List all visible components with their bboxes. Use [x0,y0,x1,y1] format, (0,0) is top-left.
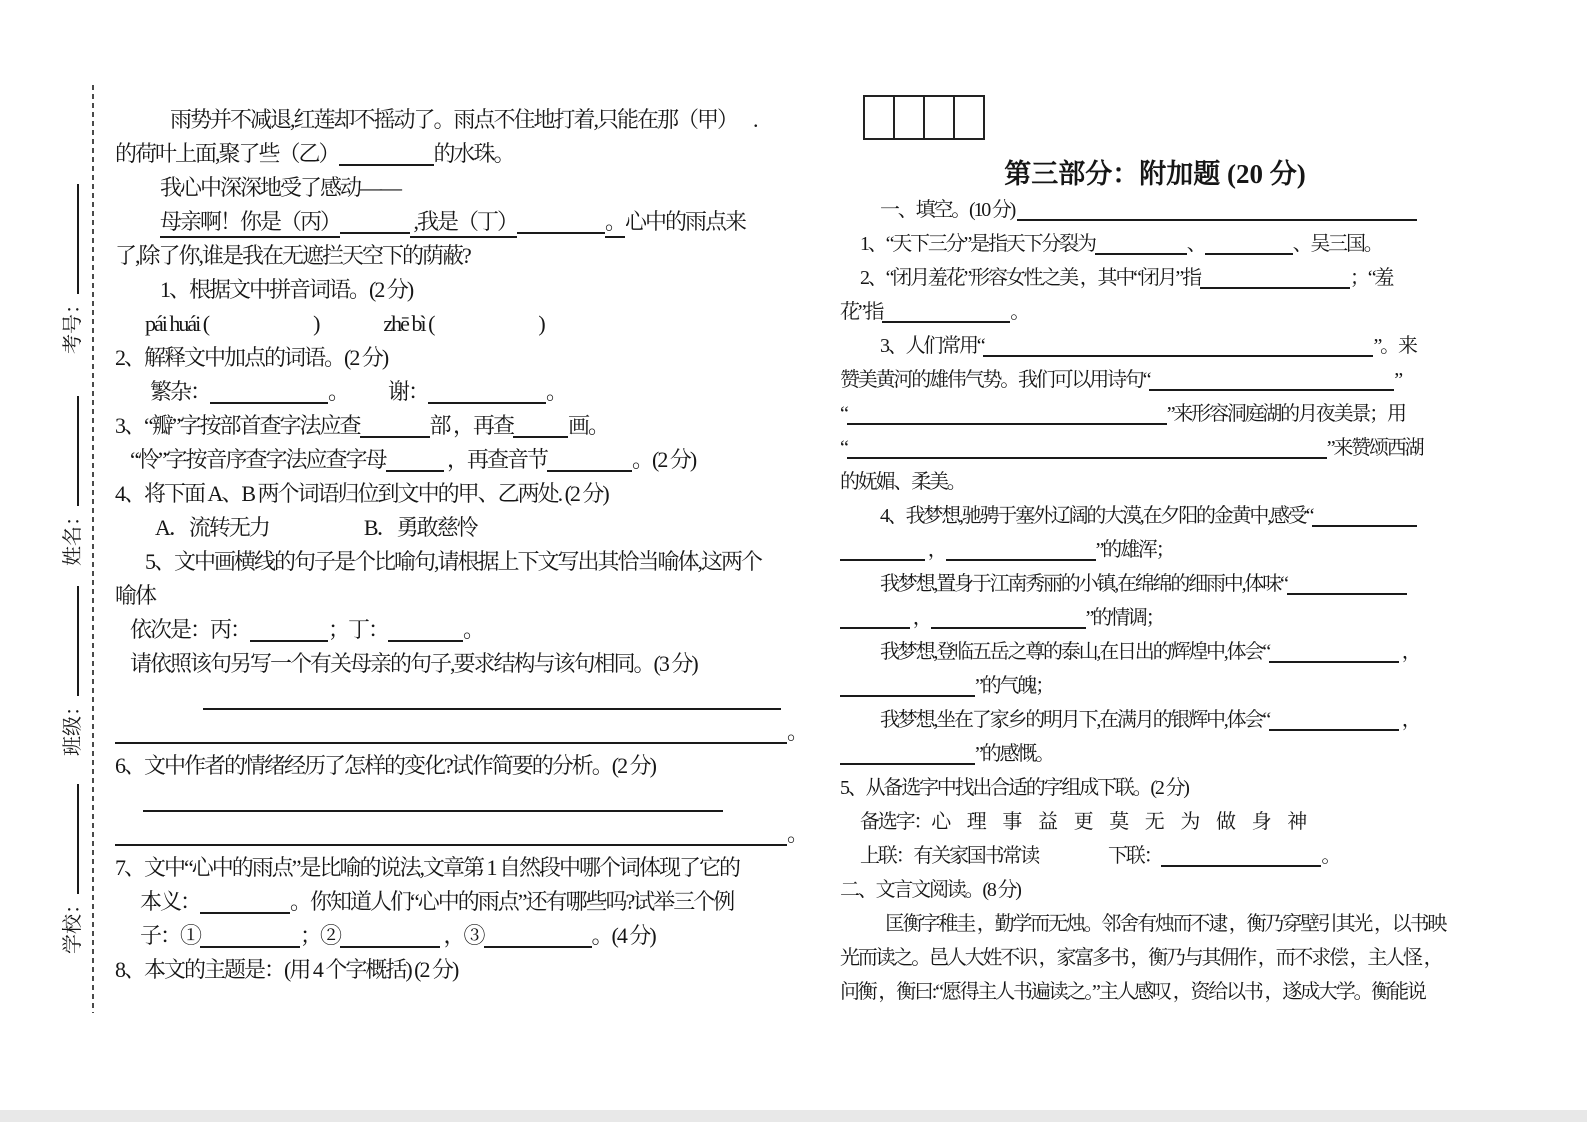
text-segment: ；② [300,923,341,948]
text-segment: 光而读之。邑人大姓不识 ，家富多书 ，衡乃与其佣作 ，而不求偿 ，主人怪 ， [840,947,1442,969]
score-box-cell [865,97,895,138]
text-segment: 匡衡字稚圭 ，勤学而无烛。邻舍有烛而不逮 ，衡乃穿壁引其光 ，以书映 [885,913,1446,935]
text-line [115,953,815,987]
text-segment: 喻体 [115,583,156,608]
score-box [863,95,985,140]
text-segment: 4、将下面 A、B 两个词语归位到文中的甲、乙两处. (2 分) [115,481,608,506]
text-segment: ，再查音节 [443,447,548,472]
answer-blank [1161,843,1321,867]
text-line [115,783,815,817]
text-segment: “ [840,403,847,425]
text-segment: 一、填空。(10 分) [880,199,1017,221]
answer-blank [847,435,1327,459]
text-segment: pái huái ( [145,311,209,336]
seal-dashed-line [92,85,94,1013]
scan-edge-artifact [0,1110,1587,1122]
text-segment: zhē bì ( [383,311,434,336]
text-segment: 繁杂： [150,379,211,404]
text-segment: . [753,107,757,132]
text-segment: 心中的雨点来 [625,209,746,234]
text-line [840,533,1470,567]
answer-blank [1269,707,1399,731]
text-segment: 。 [463,617,484,642]
spacer [115,806,143,807]
text-line [115,103,815,137]
text-line [840,601,1470,635]
text-segment: 我心中深深地受了感动—— [160,175,401,200]
text-segment: 上联：有关家国书常读 [860,845,1038,867]
text-segment: 本义： [140,889,201,914]
text-line [840,805,1470,839]
text-segment: ”的雄浑； [1095,539,1174,561]
answer-blank [840,537,925,561]
text-line [840,431,1470,465]
text-segment: 赞美黄河的雄伟气势。我们可以用诗句“ [840,369,1150,391]
text-segment: 。 [1321,845,1340,867]
text-line [115,341,815,375]
text-line [840,465,1470,499]
margin-field-label: 姓名： [62,506,84,566]
margin-field-class [55,578,83,764]
text-segment: 3、“瓣”字按部首查字法应查 [115,413,360,438]
text-line [115,681,815,715]
text-segment: ) [538,311,544,336]
text-segment: ” [1394,369,1401,391]
spacer [348,398,388,399]
left-column [115,103,815,987]
answer-blank [946,537,1096,561]
margin-field-label: 考号： [62,294,84,354]
answer-blank [513,414,568,438]
score-box-cell [895,97,925,138]
answer-blank [210,380,328,404]
text-line [115,273,815,307]
answer-blank [1312,503,1417,527]
text-line [115,817,815,851]
text-segment: 画。 [568,413,609,438]
margin-field-blank [55,184,79,294]
text-line [115,239,815,273]
text-segment: B．勇敢慈怜 [363,515,477,540]
text-segment: 7、文中“心中的雨点”是比喻的说法,文章第 1 自然段中哪个词体现了它的 [115,855,740,880]
margin-field-blank [55,586,79,696]
margin-field-label: 班级： [62,696,84,756]
text-line [840,771,1470,805]
margin-field-blank [55,396,79,506]
spacer [737,126,753,127]
text-segment: “ [840,437,847,459]
text-segment: 我梦想,置身于江南秀丽的小镇,在绵绵的细雨中,体味“ [880,573,1287,595]
text-segment: 。 [605,209,625,238]
text-segment: 。(4 分) [591,923,655,948]
text-segment: 我梦想,登临五岳之尊的泰山,在日出的辉煌中,体会“ [880,641,1269,663]
text-segment: 花”指 [840,301,883,323]
text-line [840,295,1470,329]
text-segment: 1、根据文中拼音词语。(2 分) [160,277,413,302]
text-segment: ”的气魄； [975,675,1053,697]
answer-blank [115,720,787,744]
text-line [840,669,1470,703]
text-line [115,443,815,477]
text-segment: 。 [328,379,349,404]
text-segment: ， [1398,709,1420,731]
text-line [115,409,815,443]
text-line [115,511,815,545]
spacer [433,330,538,331]
spacer [269,534,364,535]
text-line [840,363,1470,397]
text-segment: 4、我梦想,驰骋于塞外辽阔的大漠,在夕阳的金黄中,感受“ [880,505,1313,527]
text-segment: ”来形容洞庭湖的月夜美景；用 [1166,403,1405,425]
text-segment: 问衡 ，衡曰:“愿得主人书遍读之。”主人感叹 ，资给以书 ，遂成大学。衡能说 [840,981,1425,1003]
text-line [115,205,815,239]
score-box-cell [955,97,983,138]
answer-blank [1287,571,1407,595]
text-segment: ”来赞颂西湖 [1326,437,1423,459]
spacer [1038,861,1108,862]
text-segment: 5、文中画横线的句子是个比喻句,请根据上下文写出其恰当喻体,这两个 [145,549,762,574]
answer-blank [840,673,975,697]
answer-blank [1095,231,1187,255]
text-segment: 。你知道人们“心中的雨点”还有哪些吗?试举三个例 [290,889,734,914]
text-segment: 。 [1010,301,1029,323]
answer-blank [1149,367,1394,391]
answer-blank [200,924,300,948]
answer-blank [340,210,410,234]
text-segment: 依次是：丙： [130,617,251,642]
text-line [840,941,1470,975]
spacer [208,330,313,331]
margin-field-name [55,388,83,574]
text-line [115,715,815,749]
text-segment: ， [1398,641,1420,663]
text-segment: ；丁： [328,617,389,642]
text-line [840,839,1470,873]
answer-blank [931,605,1086,629]
answer-blank [388,618,463,642]
answer-blank [847,401,1167,425]
text-segment: 二、文言文阅读。(8 分) [840,879,1020,901]
text-segment: 2、“闭月羞花”形容女性之美 ，其中“闭月”指 [860,267,1200,289]
answer-blank [840,741,975,765]
text-segment: ) [313,311,319,336]
text-line [115,749,815,783]
text-segment: 。 [787,821,808,846]
text-segment: 、吴三国。 [1292,233,1382,255]
text-line [115,375,815,409]
answer-blank [547,448,632,472]
text-segment: 2、解释文中加点的词语。(2 分) [115,345,388,370]
text-line [115,851,815,885]
answer-blank [1269,639,1399,663]
answer-blank [428,380,546,404]
text-line [115,885,815,919]
text-segment: 了,除了你,谁是我在无遮拦天空下的荫蔽? [115,243,470,268]
text-line [115,137,815,171]
text-segment: 。 [546,379,567,404]
answer-blank [115,822,787,846]
text-segment: ”。来 [1373,335,1416,357]
text-segment: 的荷叶上面,聚了些（乙） [115,141,339,166]
text-segment: ， [910,607,931,629]
text-segment: 、 [1186,233,1205,255]
text-segment: 。 [787,719,808,744]
text-segment: ”的情调； [1085,607,1164,629]
margin-field-school [55,776,83,962]
answer-blank [1200,265,1350,289]
text-segment: 母亲啊！你是（丙） [160,209,340,238]
text-line [115,477,815,511]
answer-blank [203,686,781,710]
text-segment: ， [925,539,946,561]
margin-field-blank [55,784,79,894]
text-segment: 雨势并不减退,红莲却不摇动了。雨点不住地打着,只能在那（甲） [170,107,738,132]
text-line [115,919,815,953]
text-segment: 的水珠。 [433,141,514,166]
text-line [115,307,815,341]
text-segment: 请依照该句另写一个有关母亲的句子,要求结构与该句相同。(3 分) [130,651,697,676]
section-heading: 第三部分：附加题 (20 分) [1004,159,1306,189]
text-segment: 部 ，再查 [429,413,514,438]
answer-blank [840,605,910,629]
text-line [115,647,815,681]
answer-blank [386,448,444,472]
text-segment: 备选字：心 理 事 益 更 莫 无 为 做 身 神 [860,811,1305,833]
answer-blank [1017,197,1417,221]
text-line [115,545,815,579]
answer-blank [983,333,1373,357]
text-segment: 的妩媚、柔美。 [840,471,965,493]
text-line [115,579,815,613]
text-line [840,635,1470,669]
text-segment: 。(2 分) [632,447,696,472]
text-segment: ,我是（丁） [410,209,517,238]
text-line [840,873,1470,907]
text-line [115,171,815,205]
text-line [840,499,1470,533]
text-segment: 我梦想,坐在了家乡的明月下,在满月的银辉中,体会“ [880,709,1269,731]
text-line [840,975,1470,1009]
answer-blank [1205,231,1293,255]
text-segment: ；“羞 [1349,267,1393,289]
answer-blank [143,788,723,812]
text-line [840,737,1470,771]
answer-blank [339,142,434,166]
score-box-cell [925,97,955,138]
text-segment: 5、从备选字中找出合适的字组成下联。(2 分) [840,777,1188,799]
text-segment: 3、人们常用“ [880,335,984,357]
answer-blank [517,210,605,234]
text-line [840,397,1470,431]
text-segment: 下联： [1108,845,1162,867]
answer-blank [200,890,290,914]
spacer [115,704,203,705]
margin-field-exam-number [55,176,83,362]
text-line [840,567,1470,601]
answer-blank [360,414,430,438]
text-line [115,613,815,647]
text-segment: 1、“天下三分”是指天下分裂为 [860,233,1095,255]
text-segment: 子：① [140,923,201,948]
margin-field-label: 学校： [62,894,84,954]
spacer [318,330,383,331]
text-line [840,703,1470,737]
text-segment: 谢： [388,379,429,404]
answer-blank [340,924,440,948]
text-segment: 6、文中作者的情绪经历了怎样的变化?试作简要的分析。(2 分) [115,753,655,778]
text-line [840,329,1470,363]
answer-blank [484,924,592,948]
text-segment: ”的感慨。 [975,743,1053,765]
text-line [840,261,1470,295]
text-line [840,227,1470,261]
right-column [840,155,1470,1009]
right-column-lines [840,193,1470,1009]
text-line [840,193,1470,227]
text-segment: A．流转无力 [155,515,269,540]
text-segment: ，③ [440,923,484,948]
text-segment: 8、本文的主题是：(用 4 个字概括) (2 分) [115,957,458,982]
answer-blank [250,618,328,642]
text-segment: “怜”字按音序查字法应查字母 [130,447,386,472]
text-line [840,907,1470,941]
answer-blank [882,299,1010,323]
